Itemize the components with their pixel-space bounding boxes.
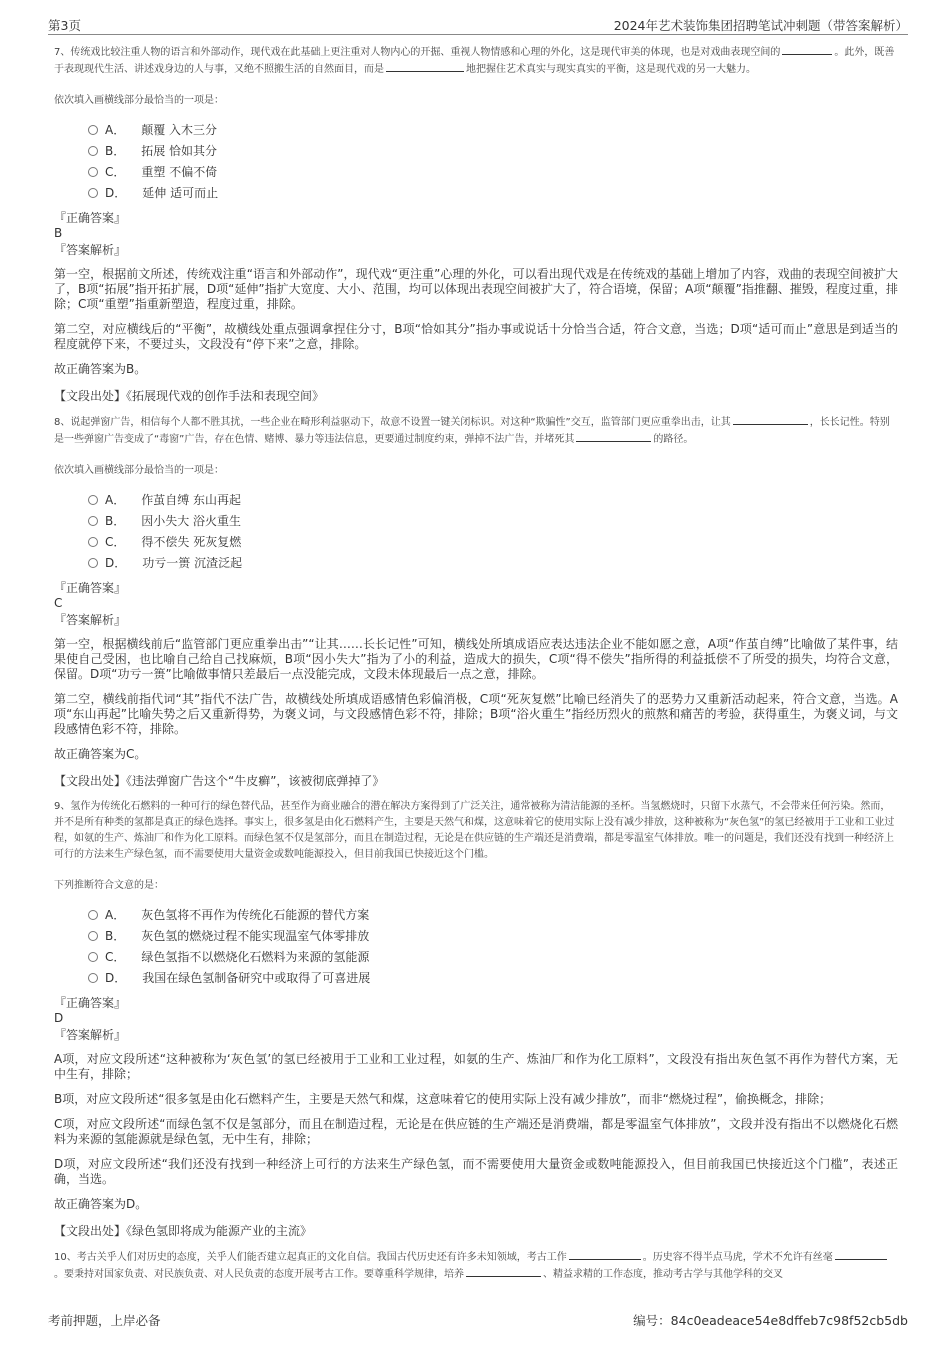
correct-answer-label: 『正确答案』 <box>54 211 127 225</box>
question-9-options <box>54 904 898 988</box>
correct-answer-label: 『正确答案』 <box>54 996 127 1010</box>
radio-button[interactable] <box>88 973 98 983</box>
document-id: 编号：84c0eadeace54e8dffeb7c98f52cb5db <box>633 1313 908 1328</box>
question-8-options <box>54 489 898 573</box>
fill-blank <box>466 1266 541 1277</box>
option-c[interactable]: C． 绿色氢指不以燃烧化石燃料为来源的氢能源 <box>88 946 898 967</box>
radio-button[interactable] <box>88 188 98 198</box>
analysis-conclusion: 故正确答案为B。 <box>54 362 147 376</box>
source-citation: 【文段出处】《拓展现代戏的创作手法和表现空间》 <box>54 389 325 403</box>
option-c[interactable]: C． 重塑 不偏不倚 <box>88 161 898 182</box>
analysis-paragraph: 第二空，横线前指代词“其”指代不法广告，故横线处所填成语感情色彩偏消极，C项“死灰复燃”比喻已经消失了的恶势力又重新活动起来，符合文意，当选。A项“东山再起”比喻失势之后又重新得势，为褒义词，与文段感情色彩不符，排除；B项“浴火重生”指经历烈火的煎熬和痛苦的考验，获得重生，为褒义词，与文段感情色彩不符，排除。 <box>54 692 898 736</box>
fill-blank <box>782 44 832 55</box>
source-citation: 【文段出处】《违法弹窗广告这个“牛皮癣”，该被彻底弹掉了》 <box>54 774 385 788</box>
radio-button[interactable] <box>88 167 98 177</box>
radio-button[interactable] <box>88 952 98 962</box>
analysis-paragraph: C项，对应文段所述“而绿色氢不仅是氢部分，而且在制造过程，无论是在供应链的生产端还是消费端，都是零温室气体排放”，文段并没有指出不以燃烧化石燃料为来源的氢能源就是绿色氢，无中生有，排除； <box>54 1117 898 1146</box>
analysis-label: 『答案解析』 <box>54 243 127 257</box>
fill-blank <box>835 1249 887 1260</box>
document-title: 2024年艺术装饰集团招聘笔试冲刺题（带答案解析） <box>613 18 908 33</box>
option-d[interactable]: D． 功亏一篑 沉渣泛起 <box>88 552 898 573</box>
option-a[interactable]: A． 作茧自缚 东山再起 <box>88 489 898 510</box>
analysis-conclusion: 故正确答案为D。 <box>54 1197 148 1211</box>
page-number: 第3页 <box>48 18 81 33</box>
option-a[interactable]: A． 灰色氢将不再作为传统化石能源的替代方案 <box>88 904 898 925</box>
radio-button[interactable] <box>88 558 98 568</box>
question-10-stem: 10、考古关乎人们对历史的态度，关乎人们能否建立起真正的文化自信。我国古代历史还有许多未知领域，考古工作 。历史容不得半点马虎，学术不允许有丝毫。要秉持对国家负责、对民族负责、对人民负责的态度开展考古工作。要尊重科学规律，培养 、精益求精的工作态度，推动考古学与其他学科的交叉 <box>54 1249 898 1283</box>
page-header <box>48 14 908 35</box>
option-b[interactable]: B． 拓展 恰如其分 <box>88 140 898 161</box>
question-9-prompt: 下列推断符合文意的是： <box>54 880 164 891</box>
source-citation: 【文段出处】《绿色氢即将成为能源产业的主流》 <box>54 1224 313 1238</box>
correct-answer: C <box>54 596 63 610</box>
option-c[interactable]: C． 得不偿失 死灰复燃 <box>88 531 898 552</box>
radio-button[interactable] <box>88 516 98 526</box>
radio-button[interactable] <box>88 125 98 135</box>
fill-blank <box>576 431 651 442</box>
correct-answer: D <box>54 1011 64 1025</box>
analysis-label: 『答案解析』 <box>54 613 127 627</box>
question-7-prompt: 依次填入画横线部分最恰当的一项是： <box>54 95 224 106</box>
analysis-paragraph: 第一空，根据横线前后“监管部门更应重拳出击”“让其……长长记性”可知，横线处所填成语应表达违法企业不能如愿之意，A项“作茧自缚”比喻做了某件事，结果使自己受困，也比喻自己给自己找麻烦，B项“因小失大”指为了小的利益，造成大的损失，C项“得不偿失”指所得的利益抵偿不了所受的损失，均符合文意，保留。D项“功亏一篑”比喻做事情只差最后一点没能完成，文段未体现最后一点之意，排除。 <box>54 637 898 681</box>
question-9-stem: 9、氢作为传统化石燃料的一种可行的绿色替代品，甚至作为商业融合的潜在解决方案得到了广泛关注，通常被称为清洁能源的圣杯。当氢燃烧时，只留下水蒸气，不会带来任何污染。然而，并不是所有种类的氢都是真正的绿色选择。事实上，很多氢是由化石燃料产生，主要是天然气和煤，这意味着它的使用实际上没有减少排放，这种被称为“灰色氢”的氢已经被用于工业和工业过程，如氨的生产、炼油厂和作为化工原料。而绿色氢不仅是氢部分，而且在制造过程，无论是在供应链的生产端还是消费端，都是零温室气体排放。唯一的问题是，我们还没有找到一种经济上可行的方法来生产绿色氢，而不需要使用大量资金或数吨能源投入，但目前我国已快接近这个门槛。 <box>54 801 895 860</box>
analysis-conclusion: 故正确答案为C。 <box>54 747 147 761</box>
radio-button[interactable] <box>88 910 98 920</box>
question-8-prompt: 依次填入画横线部分最恰当的一项是： <box>54 465 224 476</box>
question-8-stem: 8、说起弹窗广告，相信每个人都不胜其扰，一些企业在畸形利益驱动下，故意不设置一键关闭标识。对这种“欺骗性”交互，监管部门更应重拳出击，让其 ，长长记性。特别是一些弹窗广告变成了“毒窗”广告，存在色情、赌博、暴力等违法信息，更要通过制度约束，弹掉不法广告，并堵死其 的路径。 <box>54 414 898 448</box>
radio-button[interactable] <box>88 146 98 156</box>
analysis-label: 『答案解析』 <box>54 1028 127 1042</box>
analysis-paragraph: D项，对应文段所述“我们还没有找到一种经济上可行的方法来生产绿色氢，而不需要使用大量资金或数吨能源投入，但目前我国已快接近这个门槛”，表述正确，当选。 <box>54 1157 898 1186</box>
radio-button[interactable] <box>88 537 98 547</box>
document-body <box>54 44 898 1283</box>
option-d[interactable]: D． 延伸 适可而止 <box>88 182 898 203</box>
option-d[interactable]: D． 我国在绿色氢制备研究中或取得了可喜进展 <box>88 967 898 988</box>
correct-answer-label: 『正确答案』 <box>54 581 127 595</box>
radio-button[interactable] <box>88 931 98 941</box>
fill-blank <box>733 414 808 425</box>
option-b[interactable]: B． 因小失大 浴火重生 <box>88 510 898 531</box>
footer-slogan: 考前押题，上岸必备 <box>48 1313 161 1328</box>
question-7-stem: 7、传统戏比较注重人物的语言和外部动作，现代戏在此基础上更注重对人物内心的开掘、重视人物情感和心理的外化，这是现代审美的体现，也是对戏曲表现空间的 。此外，既善于表现现代生活、讲述戏身边的人与事，又绝不照搬生活的自然面目，而是 地把握住艺术真实与现实真实的平衡，这是现代戏的另一大魅力。 <box>54 44 898 78</box>
analysis-paragraph: 第二空，对应横线后的“平衡”，故横线处重点强调拿捏住分寸，B项“恰如其分”指办事或说话十分恰当合适，符合文意，当选；D项“适可而止”意思是到适当的程度就停下来，不要过头，文段没有“停下来”之意，排除。 <box>54 322 898 351</box>
analysis-paragraph: 第一空，根据前文所述，传统戏注重“语言和外部动作”，现代戏“更注重”心理的外化，可以看出现代戏是在传统戏的基础上增加了内容，戏曲的表现空间被扩大了，B项“拓展”指开拓扩展，D项“延伸”指扩大宽度、大小、范围，均可以体现出表现空间被扩大了，符合语境，保留；A项“颠覆”指推翻、摧毁，程度过重，排除；C项“重塑”指重新塑造，程度过重，排除。 <box>54 267 898 311</box>
analysis-paragraph: B项，对应文段所述“很多氢是由化石燃料产生，主要是天然气和煤，这意味着它的使用实际上没有减少排放”，而非“燃烧过程”，偷换概念，排除； <box>54 1092 832 1106</box>
radio-button[interactable] <box>88 495 98 505</box>
fill-blank <box>569 1249 641 1260</box>
analysis-paragraph: A项，对应文段所述“这种被称为‘灰色氢’的氢已经被用于工业和工业过程，如氨的生产、炼油厂和作为化工原料”，文段没有指出灰色氢不再作为替代方案，无中生有，排除； <box>54 1052 898 1081</box>
option-a[interactable]: A． 颠覆 入木三分 <box>88 119 898 140</box>
correct-answer: B <box>54 226 63 240</box>
fill-blank <box>386 61 464 72</box>
question-7-options <box>54 119 898 203</box>
option-b[interactable]: B． 灰色氢的燃烧过程不能实现温室气体零排放 <box>88 925 898 946</box>
